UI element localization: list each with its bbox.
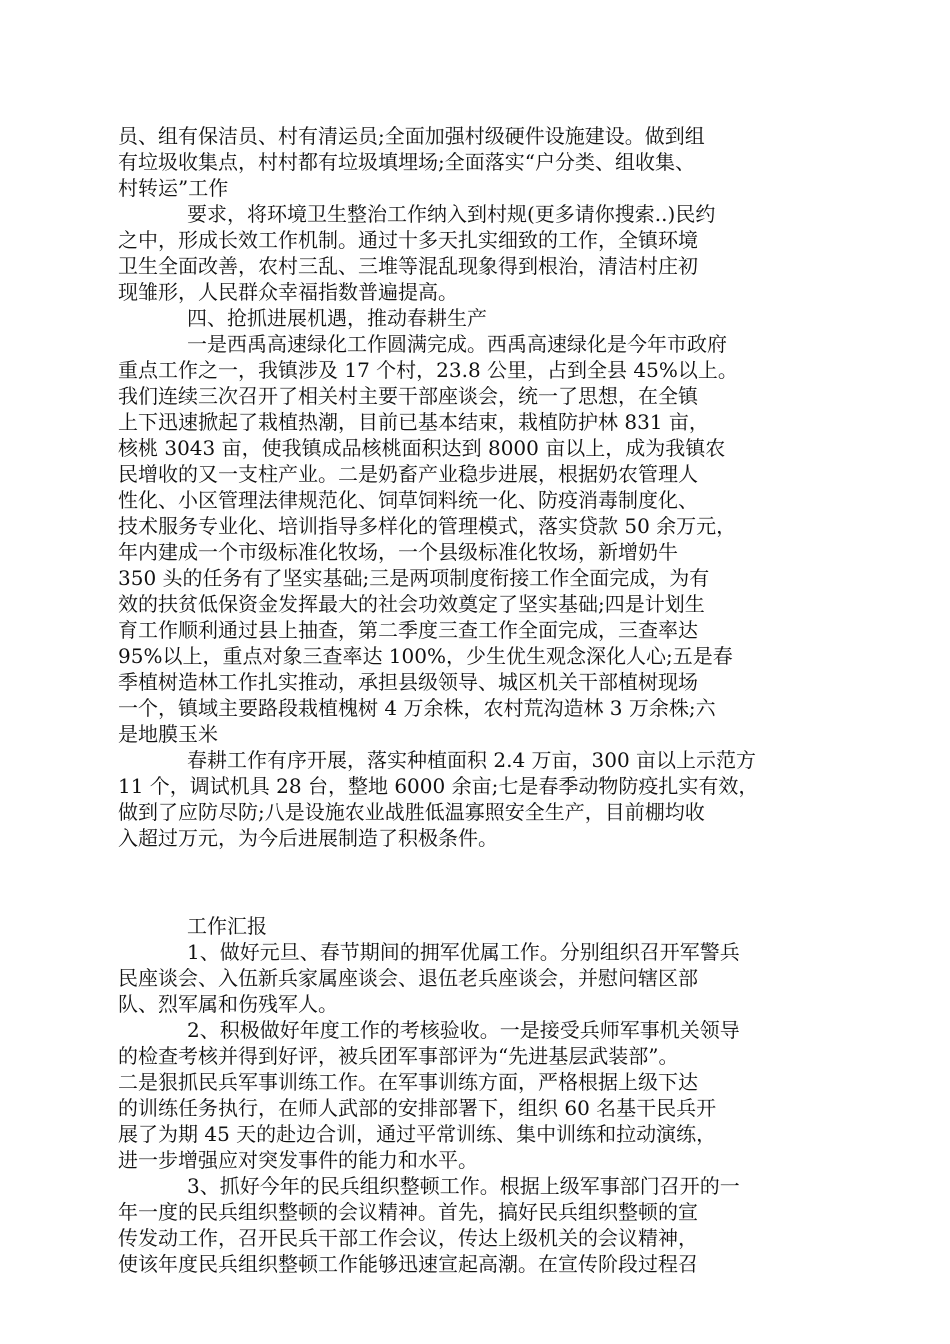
text-line: 村转运”工作 bbox=[118, 176, 229, 200]
document-body bbox=[118, 123, 834, 1277]
text-line: 年内建成一个市级标准化牧场，一个县级标准化牧场，新增奶牛 bbox=[118, 540, 678, 564]
text-line: 是地膜玉米 bbox=[118, 722, 218, 746]
text-line: 效的扶贫低保资金发挥最大的社会功效奠定了坚实基础;四是计划生 bbox=[118, 592, 705, 616]
text-line: 我们连续三次召开了相关村主要干部座谈会，统一了思想，在全镇 bbox=[118, 384, 698, 408]
text-line: 二是狠抓民兵军事训练工作。在军事训练方面，严格根据上级下达 bbox=[118, 1070, 698, 1094]
text-line: 使该年度民兵组织整顿工作能够迅速宣起高潮。在宣传阶段过程召 bbox=[118, 1252, 698, 1276]
text-line: 民座谈会、入伍新兵家属座谈会、退伍老兵座谈会，并慰问辖区部 bbox=[118, 966, 698, 990]
paragraph-start: 要求，将环境卫生整治工作纳入到村规(更多请你搜索..)民约 bbox=[187, 202, 716, 226]
text-line: 重点工作之一，我镇涉及 17 个村，23.8 公里，占到全县 45%以上。 bbox=[118, 358, 738, 382]
text-line: 技术服务专业化、培训指导多样化的管理模式，落实贷款 50 余万元， bbox=[118, 514, 737, 538]
paragraph-start: 3、抓好今年的民兵组织整顿工作。根据上级军事部门召开的一 bbox=[187, 1174, 740, 1198]
text-line: 做到了应防尽防;八是设施农业战胜低温寡照安全生产，目前棚均收 bbox=[118, 800, 705, 824]
text-line: 核桃 3043 亩，使我镇成品核桃面积达到 8000 亩以上，成为我镇农 bbox=[118, 436, 726, 460]
paragraph-start: 1、做好元旦、春节期间的拥军优属工作。分别组织召开军警兵 bbox=[187, 940, 740, 964]
text-line: 有垃圾收集点，村村都有垃圾填埋场;全面落实“户分类、组收集、 bbox=[118, 150, 695, 174]
text-line: 季植树造林工作扎实推动，承担县级领导、城区机关干部植树现场 bbox=[118, 670, 698, 694]
text-line: 传发动工作，召开民兵干部工作会议，传达上级机关的会议精神， bbox=[118, 1226, 698, 1250]
text-line: 队、烈军属和伤残军人。 bbox=[118, 992, 338, 1016]
text-line: 员、组有保洁员、村有清运员;全面加强村级硬件设施建设。做到组 bbox=[118, 124, 705, 148]
text-line: 民增收的又一支柱产业。二是奶畜产业稳步进展，根据奶农管理人 bbox=[118, 462, 698, 486]
text-line: 350 头的任务有了坚实基础;三是两项制度衔接工作全面完成，为有 bbox=[118, 566, 710, 590]
text-line: 展了为期 45 天的赴边合训，通过平常训练、集中训练和拉动演练， bbox=[118, 1122, 717, 1146]
text-line: 卫生全面改善，农村三乱、三堆等混乱现象得到根治，清洁村庄初 bbox=[118, 254, 698, 278]
section-title: 工作汇报 bbox=[187, 914, 267, 938]
text-line: 育工作顺利通过县上抽查，第二季度三查工作全面完成，三查率达 bbox=[118, 618, 698, 642]
text-line: 95%以上，重点对象三查率达 100%，少生优生观念深化人心;五是春 bbox=[118, 644, 733, 668]
text-line: 一个，镇域主要路段栽植槐树 4 万余株，农村荒沟造林 3 万余株;六 bbox=[118, 696, 716, 720]
text-line: 年一度的民兵组织整顿的会议精神。首先，搞好民兵组织整顿的宣 bbox=[118, 1200, 698, 1224]
text-line: 上下迅速掀起了栽植热潮，目前已基本结束，栽植防护林 831 亩， bbox=[118, 410, 709, 434]
section-gap bbox=[118, 851, 834, 913]
text-line: 的训练任务执行，在师人武部的安排部署下，组织 60 名基干民兵开 bbox=[118, 1096, 717, 1120]
paragraph-start: 春耕工作有序开展，落实种植面积 2.4 万亩，300 亩以上示范方 bbox=[187, 748, 757, 772]
paragraph-start: 一是西禹高速绿化工作圆满完成。西禹高速绿化是今年市政府 bbox=[187, 332, 727, 356]
text-line: 进一步增强应对突发事件的能力和水平。 bbox=[118, 1148, 478, 1172]
section-heading: 四、抢抓进展机遇，推动春耕生产 bbox=[187, 306, 487, 330]
paragraph-start: 2、积极做好年度工作的考核验收。一是接受兵师军事机关领导 bbox=[187, 1018, 740, 1042]
text-line: 之中，形成长效工作机制。通过十多天扎实细致的工作，全镇环境 bbox=[118, 228, 698, 252]
text-line: 现雏形，人民群众幸福指数普遍提高。 bbox=[118, 280, 458, 304]
text-line: 入超过万元，为今后进展制造了积极条件。 bbox=[118, 826, 498, 850]
text-line: 性化、小区管理法律规范化、饲草饲料统一化、防疫消毒制度化、 bbox=[118, 488, 698, 512]
text-line: 的检查考核并得到好评，被兵团军事部评为“先进基层武装部”。 bbox=[118, 1044, 679, 1068]
text-line: 11 个，调试机具 28 台，整地 6000 余亩;七是春季动物防疫扎实有效， bbox=[118, 774, 759, 798]
